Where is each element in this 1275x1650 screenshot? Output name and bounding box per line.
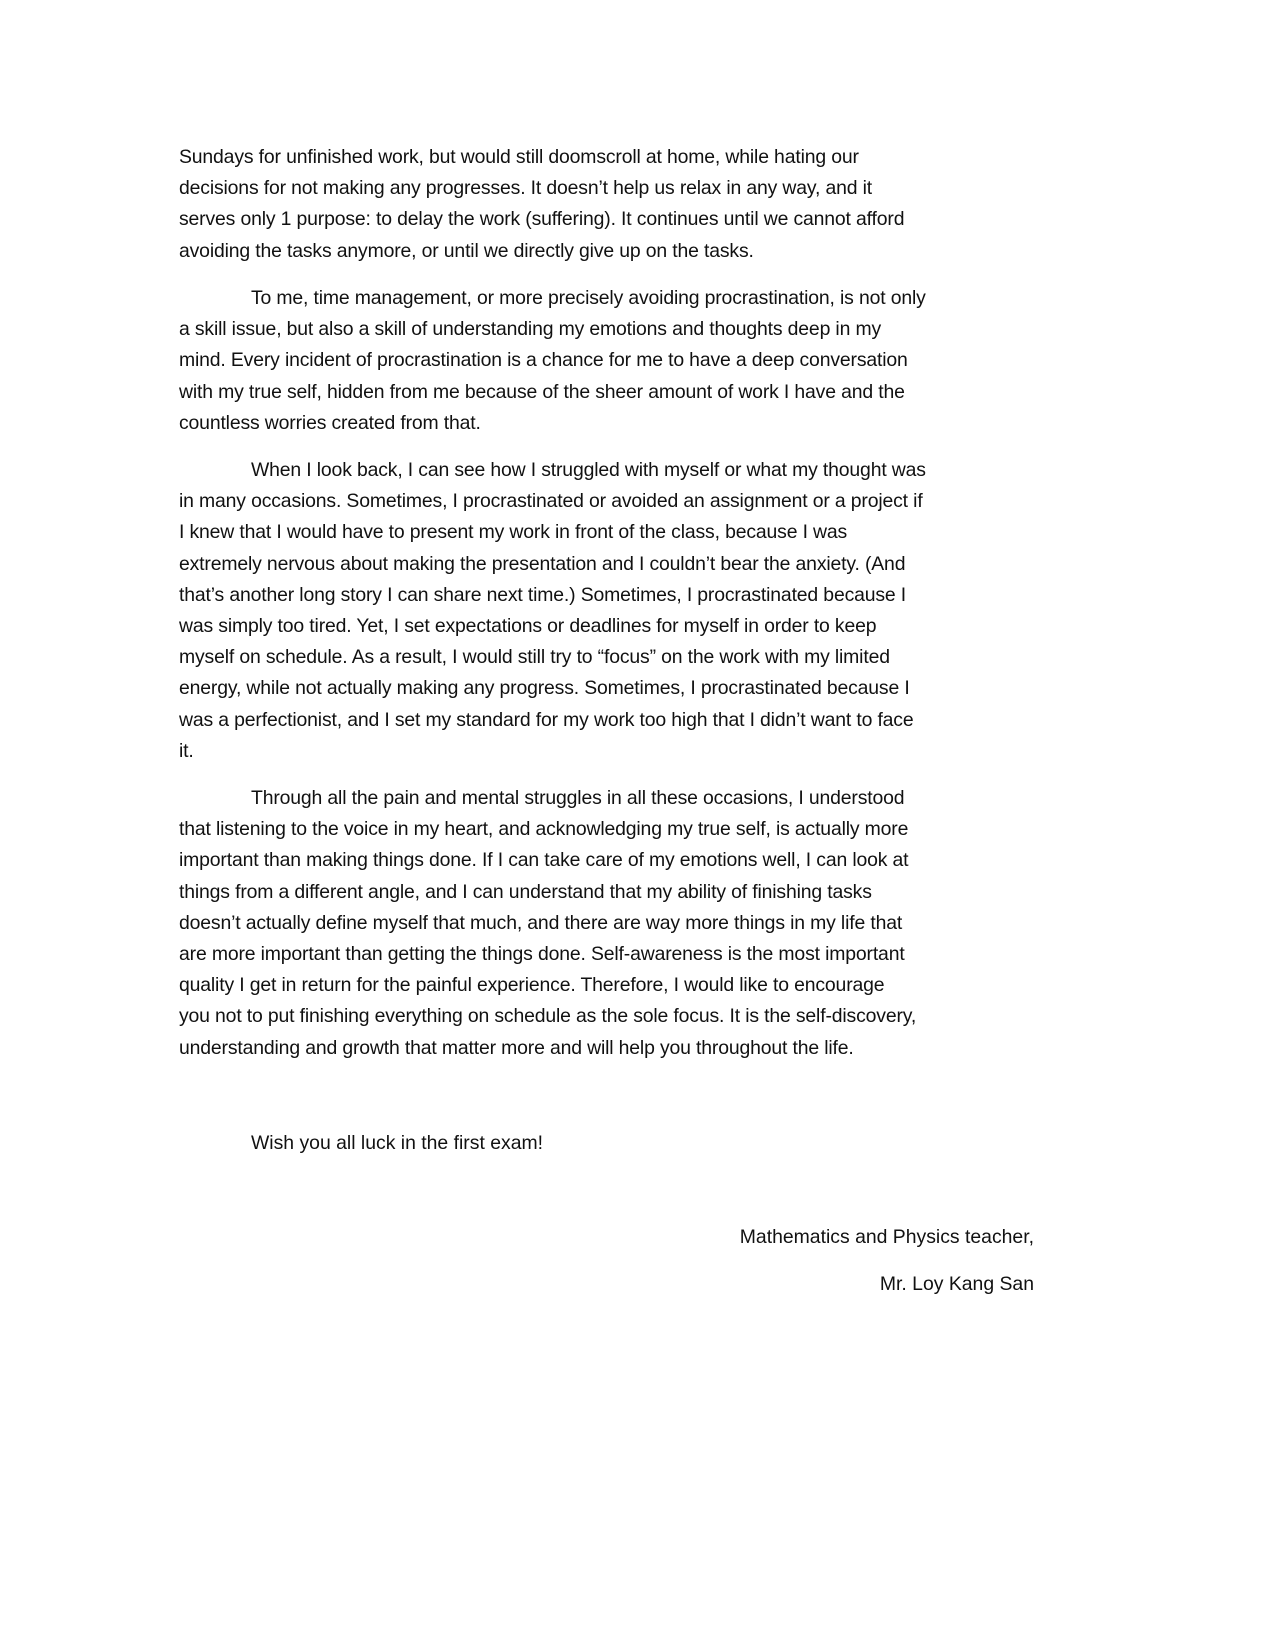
paragraph-3 [179, 455, 1049, 767]
signature-title: Mathematics and Physics teacher, [739, 1226, 1034, 1248]
text-line: doesn’t actually define myself that much, and there are way more things in my life that [179, 911, 903, 934]
text-line: extremely nervous about making the presentation and I couldn’t bear the anxiety. (And [179, 552, 906, 575]
text-line: with my true self, hidden from me because of the sheer amount of work I have and the [179, 380, 905, 403]
text-line: Through all the pain and mental struggles in all these occasions, I understood [251, 787, 905, 809]
text-line: important than making things done. If I can take care of my emotions well, I can look at [179, 849, 909, 872]
text-line: was a perfectionist, and I set my standard for my work too high that I didn’t want to face [179, 708, 914, 731]
text-line: decisions for not making any progresses. It doesn’t help us relax in any way, and it [179, 177, 873, 200]
signature-name: Mr. Loy Kang San [879, 1273, 1034, 1295]
text-line: avoiding the tasks anymore, or until we directly give up on the tasks. [179, 239, 754, 262]
text-line: energy, while not actually making any progress. Sometimes, I procrastinated because I [179, 677, 910, 700]
text-line: Sundays for unfinished work, but would still doomscroll at home, while hating our [179, 146, 859, 168]
text-line: quality I get in return for the painful experience. Therefore, I would like to encourage [179, 974, 885, 997]
paragraph-2 [179, 283, 1049, 439]
text-line: things from a different angle, and I can understand that my ability of finishing tasks [179, 880, 872, 903]
closing-wish: Wish you all luck in the first exam! [251, 1132, 544, 1154]
text-line: in many occasions. Sometimes, I procrastinated or avoided an assignment or a project if [179, 490, 923, 513]
text-line: myself on schedule. As a result, I would still try to “focus” on the work with my limited [179, 646, 890, 669]
text-line: that’s another long story I can share next time.) Sometimes, I procrastinated because I [179, 583, 907, 606]
text-line: that listening to the voice in my heart, and acknowledging my true self, is actually more [179, 818, 909, 841]
text-line: mind. Every incident of procrastination is a chance for me to have a deep conversation [179, 349, 908, 372]
text-line: To me, time management, or more precisely avoiding procrastination, is not only [251, 287, 926, 309]
text-line: it. [179, 739, 194, 762]
paragraph-1 [179, 142, 1049, 267]
text-line: serves only 1 purpose: to delay the work (suffering). It continues until we cannot afford [179, 208, 905, 231]
text-line: a skill issue, but also a skill of understanding my emotions and thoughts deep in my [179, 318, 882, 341]
text-line: was simply too tired. Yet, I set expectations or deadlines for myself in order to keep [179, 614, 877, 637]
text-line: I knew that I would have to present my work in front of the class, because I was [179, 521, 848, 544]
text-line: understanding and growth that matter more and will help you throughout the life. [179, 1036, 854, 1059]
text-line: you not to put finishing everything on schedule as the sole focus. It is the self-discovery, [179, 1005, 917, 1028]
text-line: are more important than getting the things done. Self-awareness is the most important [179, 942, 905, 965]
text-line: When I look back, I can see how I struggled with myself or what my thought was [251, 459, 926, 481]
text-line: countless worries created from that. [179, 411, 481, 434]
paragraph-4 [179, 783, 1049, 1064]
